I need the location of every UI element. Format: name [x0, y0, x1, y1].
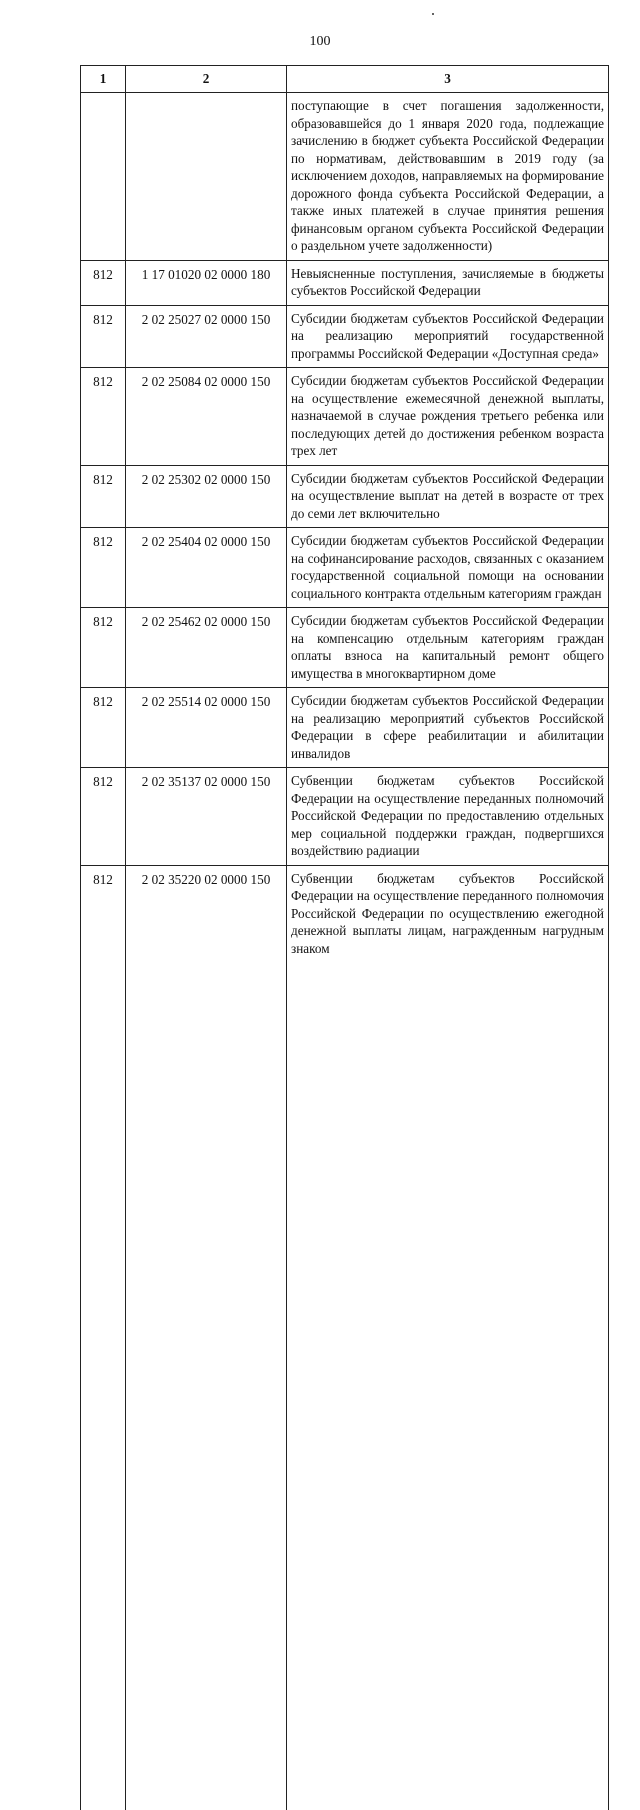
admin-code-cell: 812 — [81, 768, 126, 866]
table-row — [81, 305, 609, 368]
admin-code-cell — [81, 93, 126, 261]
column-header-3: 3 — [287, 66, 609, 93]
table-row — [81, 368, 609, 466]
budget-classification-code-cell: 2 02 25462 02 0000 150 — [126, 608, 287, 688]
income-description-cell: Субвенции бюджетам субъектов Российской Федерации на осуществление переданного полномочия Российской Федерации по осуществлению ежегодной денежной выплаты лицам, награжденным нагрудным знаком — [287, 865, 609, 1810]
budget-classification-code-cell — [126, 93, 287, 261]
income-description-cell: поступающие в счет погашения задолженности, образовавшейся до 1 января 2020 года, подлежащие зачислению в бюджет субъекта Российской Федерации по нормативам, действовавшим в 2019 году (за исключением доходов, направляемых на формирование дорожного фонда субъекта Российской Федерации, а также иных платежей в случае принятия решения финансовым органом субъекта Российской Федерации о раздельном учете задолженности) — [287, 93, 609, 261]
table-row — [81, 528, 609, 608]
admin-code-cell: 812 — [81, 260, 126, 305]
admin-code-cell: 812 — [81, 305, 126, 368]
budget-classification-code-cell: 2 02 25302 02 0000 150 — [126, 465, 287, 528]
budget-classification-code-cell: 1 17 01020 02 0000 180 — [126, 260, 287, 305]
table-body — [81, 93, 609, 1810]
admin-code-cell: 812 — [81, 528, 126, 608]
table-row — [81, 260, 609, 305]
table-row — [81, 465, 609, 528]
income-description-cell: Субсидии бюджетам субъектов Российской Федерации на осуществление выплат на детей в возрасте от трех до семи лет включительно — [287, 465, 609, 528]
admin-code-cell: 812 — [81, 865, 126, 1810]
budget-classification-code-cell: 2 02 25027 02 0000 150 — [126, 305, 287, 368]
column-header-2: 2 — [126, 66, 287, 93]
admin-code-cell: 812 — [81, 688, 126, 768]
page-number: 100 — [0, 34, 640, 50]
budget-classification-code-cell: 2 02 35220 02 0000 150 — [126, 865, 287, 1810]
budget-classification-code-cell: 2 02 25404 02 0000 150 — [126, 528, 287, 608]
table-row — [81, 688, 609, 768]
table-row — [81, 865, 609, 1810]
income-description-cell: Невыясненные поступления, зачисляемые в бюджеты субъектов Российской Федерации — [287, 260, 609, 305]
income-codes-table — [80, 65, 609, 1810]
income-description-cell: Субсидии бюджетам субъектов Российской Федерации на софинансирование расходов, связанных с оказанием государственной социальной помощи на основании социального контракта отдельным категориям граждан — [287, 528, 609, 608]
admin-code-cell: 812 — [81, 465, 126, 528]
income-description-cell: Субвенции бюджетам субъектов Российской Федерации на осуществление переданных полномочий Российской Федерации по предоставлению отдельных мер социальной поддержки граждан, подвергшихся воздействию радиации — [287, 768, 609, 866]
income-description-cell: Субсидии бюджетам субъектов Российской Федерации на реализацию мероприятий государственной программы Российской Федерации «Доступная среда» — [287, 305, 609, 368]
table-row — [81, 93, 609, 261]
budget-classification-code-cell: 2 02 25514 02 0000 150 — [126, 688, 287, 768]
income-description-cell: Субсидии бюджетам субъектов Российской Федерации на компенсацию отдельным категориям граждан оплаты взноса на капитальный ремонт общего имущества в многоквартирном доме — [287, 608, 609, 688]
table-row — [81, 768, 609, 866]
column-header-1: 1 — [81, 66, 126, 93]
budget-classification-code-cell: 2 02 25084 02 0000 150 — [126, 368, 287, 466]
scan-speck — [432, 13, 434, 15]
admin-code-cell: 812 — [81, 368, 126, 466]
income-description-cell: Субсидии бюджетам субъектов Российской Федерации на реализацию мероприятий субъектов Российской Федерации в сфере реабилитации и абилитации инвалидов — [287, 688, 609, 768]
admin-code-cell: 812 — [81, 608, 126, 688]
income-description-cell: Субсидии бюджетам субъектов Российской Федерации на осуществление ежемесячной денежной выплаты, назначаемой в случае рождения третьего ребенка или последующих детей до достижения ребенком возраста трех лет — [287, 368, 609, 466]
table-header-row — [81, 66, 609, 93]
budget-classification-code-cell: 2 02 35137 02 0000 150 — [126, 768, 287, 866]
table-row — [81, 608, 609, 688]
